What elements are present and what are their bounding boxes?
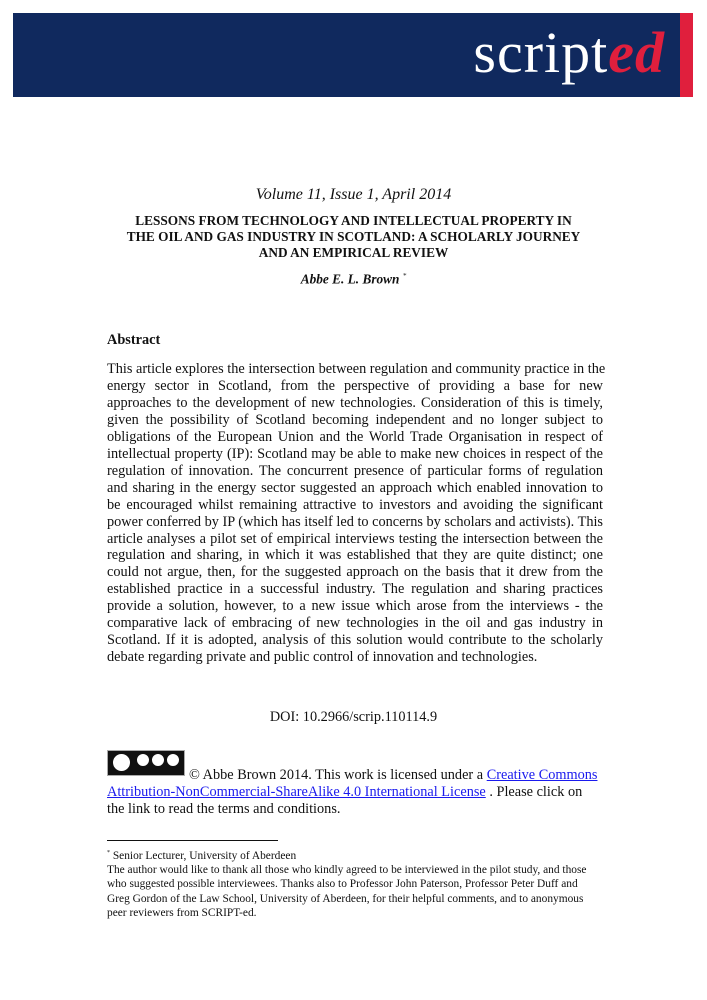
license-link[interactable]: Creative Commons Attribution-NonCommercial-ShareAlike 4.0 International License (107, 767, 598, 800)
abstract-line: regulation and sharing, in which it was established that they are quite distinct; one (107, 547, 603, 564)
footnote-mark: * (107, 850, 110, 856)
abstract-body (107, 361, 606, 666)
journal-banner (13, 13, 693, 97)
footnote-affiliation (107, 846, 603, 863)
abstract-heading: Abstract (107, 332, 161, 348)
abstract-line: power conferred by IP (which has itself led to concerns by scholars and activists). This (107, 513, 603, 530)
abstract-line: provide a solution, however, to a new issue which arose from the interviews - the (107, 598, 603, 615)
by-icon (135, 752, 151, 768)
abstract-line: and sharing in the energy sector suggested an approach which enabled innovation to (107, 479, 603, 496)
logo-accent-text: ed (608, 20, 665, 85)
footnote-divider (107, 840, 278, 841)
footnotes (107, 846, 603, 920)
footnote-mark[interactable]: * (402, 272, 407, 280)
license-suffix: . Please click on the link to read the terms and conditions. (107, 783, 583, 817)
abstract-line: Scotland. If it is adopted, analysis of this solution would contribute to the scholarly (107, 632, 603, 649)
abstract-line: This article explores the intersection between regulation and community practice in the (107, 361, 606, 377)
footnote-acknowledgement: The author would like to thank all those who kindly agreed to be interviewed in the pilot study, and those who suggested possible interviewees. Thanks also to Professor John Paterson, Professor Peter Duff and Greg Gordon of the Law School, University of Aberdeen, for their helpful comments, and to anonymous peer reviewers from SCRIPT-ed. (107, 864, 587, 919)
license-prefix: © Abbe Brown 2014. This work is licensed under a (189, 767, 487, 783)
abstract-line: obligations of the European Union and the World Trade Organisation in respect of (107, 428, 603, 445)
abstract-line: energy sector in Scotland, from the perspective of providing a base for new (107, 377, 603, 394)
abstract-line: established practice in a successful industry. The regulation and sharing practices (107, 581, 603, 598)
article-title (0, 213, 707, 261)
abstract-line: approaches to the development of new technologies. Consideration of this is timely, (107, 394, 603, 411)
doi: DOI: 10.2966/scrip.110114.9 (269, 709, 438, 725)
abstract-line: intellectual property (IP): Scotland may be able to make new choices in respect of the (107, 445, 603, 462)
nc-icon (150, 752, 166, 768)
abstract-line: debate regarding private and public control of innovation and technologies. (107, 649, 538, 666)
abstract-line: given the possibility of Scotland becoming independent and no longer subject to (107, 411, 603, 428)
author (0, 268, 707, 287)
license-statement (107, 767, 603, 817)
author-name: Abbe E. L. Brown (300, 271, 400, 287)
title-line: AND AN EMPIRICAL REVIEW (258, 245, 449, 260)
volume-issue: Volume 11, Issue 1, April 2014 (255, 186, 452, 203)
title-line: THE OIL AND GAS INDUSTRY IN SCOTLAND: A SCHOLARLY JOURNEY (126, 229, 581, 244)
scripted-logo (473, 19, 665, 86)
abstract-line: regulation of innovation. The concurrent presence of particular forms of regulation (107, 462, 603, 479)
abstract-line: be encouraged whilst remaining attractive to investors and avoiding the significant (107, 496, 603, 513)
affiliation-text: Senior Lecturer, University of Aberdeen (110, 849, 297, 862)
banner-red-stripe (680, 13, 693, 97)
abstract-line: comparative lack of embracing of new technologies in the oil and gas industry in (107, 615, 603, 632)
abstract-line: could not argue, then, for the suggested approach on the basis that it drew from the (107, 564, 603, 581)
abstract-line: article analyses a pilot set of empirical interviews testing the intersection between the (107, 530, 603, 547)
title-line: LESSONS FROM TECHNOLOGY AND INTELLECTUAL PROPERTY IN (135, 213, 572, 228)
logo-text: script (473, 20, 609, 85)
nd-icon (165, 752, 181, 768)
